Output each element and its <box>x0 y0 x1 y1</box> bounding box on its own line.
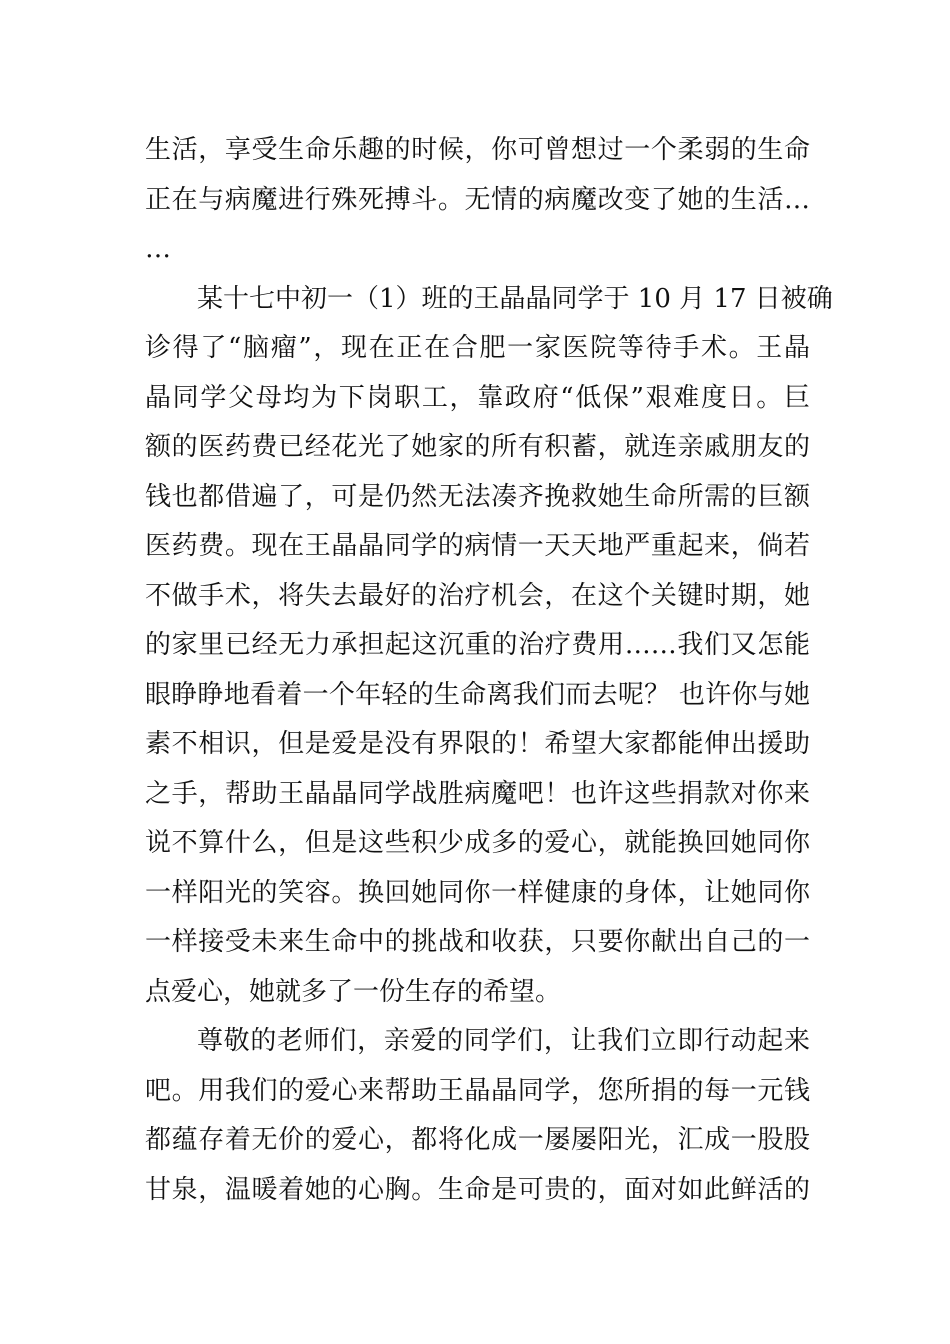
text-line: 眼睁睁地看着一个年轻的生命离我们而去呢？ 也许你与她 <box>145 679 810 710</box>
text-line: 一样阳光的笑容。换回她同你一样健康的身体，让她同你 <box>145 877 810 908</box>
text-line: 诊得了“脑瘤”，现在正在合肥一家医院等待手术。王晶 <box>145 333 810 363</box>
text-line: 吧。用我们的爱心来帮助王晶晶同学，您所捐的每一元钱 <box>145 1075 810 1106</box>
text-line: 某十七中初一（1）班的王晶晶同学于 10 月 17 日被确 <box>197 283 833 314</box>
text-line: … <box>145 234 171 264</box>
text-line: 正在与病魔进行殊死搏斗。无情的病魔改变了她的生活… <box>145 184 810 215</box>
text-line: 额的医药费已经花光了她家的所有积蓄，就连亲戚朋友的 <box>145 432 810 462</box>
text-line: 的家里已经无力承担起这沉重的治疗费用……我们又怎能 <box>145 630 810 660</box>
text-line: 说不算什么，但是这些积少成多的爱心，就能换回她同你 <box>145 828 810 858</box>
text-line: 一样接受未来生命中的挑战和收获，只要你献出自己的一 <box>145 927 810 957</box>
body-text <box>145 126 833 1215</box>
text-line: 不做手术，将失去最好的治疗机会，在这个关键时期，她 <box>145 580 810 611</box>
text-line: 素不相识，但是爱是没有界限的！希望大家都能伸出援助 <box>145 729 810 759</box>
text-line: 甘泉，温暖着她的心胸。生命是可贵的，面对如此鲜活的 <box>145 1174 810 1205</box>
text-line: 都蕴存着无价的爱心，都将化成一屡屡阳光，汇成一股股 <box>145 1125 810 1155</box>
text-line: 晶同学父母均为下岗职工，靠政府“低保”艰难度日。巨 <box>145 382 810 413</box>
text-line: 点爱心，她就多了一份生存的希望。 <box>145 976 562 1007</box>
text-line: 尊敬的老师们，亲爱的同学们，让我们立即行动起来 <box>197 1026 810 1056</box>
text-line: 钱也都借遍了，可是仍然无法凑齐挽救她生命所需的巨额 <box>145 481 810 512</box>
text-line: 医药费。现在王晶晶同学的病情一天天地严重起来，倘若 <box>145 531 810 561</box>
text-line: 之手，帮助王晶晶同学战胜病魔吧！也许这些捐款对你来 <box>145 778 810 809</box>
text-line: 生活，享受生命乐趣的时候，你可曾想过一个柔弱的生命 <box>145 135 810 165</box>
